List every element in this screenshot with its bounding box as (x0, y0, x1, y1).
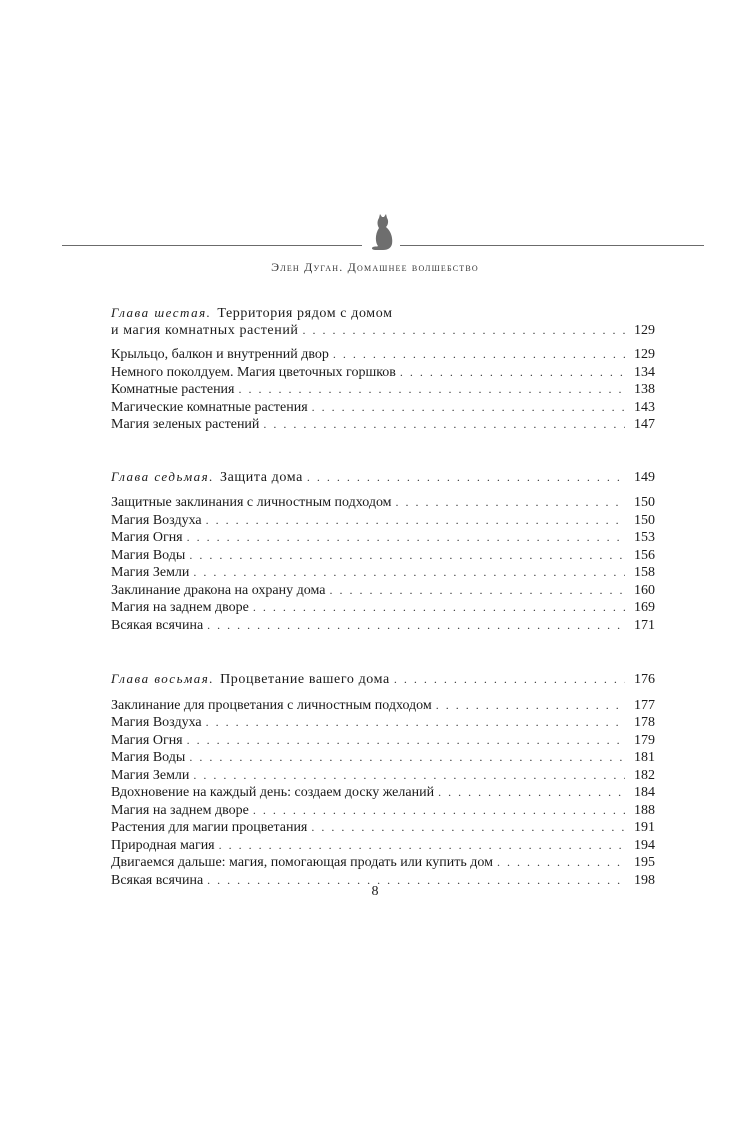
entry-title: Немного поколдуем. Магия цветочных горшков (111, 364, 396, 380)
dot-leader (312, 399, 625, 417)
entry-title: Магия Огня (111, 530, 183, 545)
dot-leader (394, 671, 625, 689)
entry-title: Растения для магии процветания (111, 820, 308, 835)
chapter-title-continued: и магия комнатных растений (111, 322, 299, 338)
dot-leader (311, 819, 625, 837)
dot-leader (253, 599, 625, 617)
dot-leader (497, 854, 625, 872)
table-of-contents (111, 304, 655, 923)
toc-entry[interactable] (111, 837, 655, 855)
page-number: 138 (634, 382, 655, 397)
page-number: 176 (634, 672, 655, 687)
toc-entry[interactable] (111, 512, 655, 530)
dot-leader (303, 322, 625, 340)
dot-leader (436, 697, 625, 715)
page-number: 150 (634, 512, 655, 528)
chapter-label: Глава шестая. (111, 305, 212, 320)
chapter-title: Процветание вашего дома (220, 672, 390, 687)
toc-entry[interactable] (111, 494, 655, 512)
dot-leader (219, 837, 625, 855)
chapter-title-row[interactable] (111, 322, 655, 340)
entry-title: Магия зеленых растений (111, 417, 260, 432)
dot-leader (253, 802, 625, 820)
chapter-heading (111, 468, 655, 486)
toc-entry[interactable] (111, 784, 655, 802)
entry-title: Магия на заднем дворе (111, 600, 249, 615)
page-number: 134 (634, 364, 655, 380)
toc-entry[interactable] (111, 529, 655, 547)
toc-entry[interactable] (111, 802, 655, 820)
dot-leader (333, 346, 625, 364)
page-number: 179 (634, 732, 655, 748)
page-number: 178 (634, 715, 655, 730)
page-number: 147 (634, 417, 655, 432)
page-number: 156 (634, 547, 655, 563)
dot-leader (193, 564, 625, 582)
dot-leader (207, 617, 625, 635)
entry-title: Магия на заднем дворе (111, 802, 249, 818)
entry-title: Магия Воды (111, 547, 186, 563)
dot-leader (206, 714, 625, 732)
entry-title: Магические комнатные растения (111, 399, 308, 415)
entry-title: Магия Воздуха (111, 512, 202, 528)
chapter-title-row[interactable] (111, 670, 655, 688)
toc-entry[interactable] (111, 732, 655, 750)
page-number: 158 (634, 565, 655, 580)
page-number: 198 (634, 872, 655, 888)
toc-entry[interactable] (111, 819, 655, 837)
toc-entry[interactable] (111, 599, 655, 617)
entry-title: Магия Земли (111, 767, 190, 783)
dot-leader (189, 749, 625, 767)
running-head: Элен Дуган. Домашнее волшебство (271, 260, 479, 274)
dot-leader (400, 364, 625, 382)
toc-entry[interactable] (111, 767, 655, 785)
entry-title: Заклинание для процветания с личностным подходом (111, 697, 432, 713)
entry-title: Магия Воды (111, 750, 186, 765)
dot-leader (396, 494, 625, 512)
toc-entry[interactable] (111, 381, 655, 399)
page-number: 149 (634, 469, 655, 485)
page-number: 194 (634, 837, 655, 853)
entry-title: Вдохновение на каждый день: создаем доску желаний (111, 785, 435, 800)
chapter-title-row[interactable] (111, 468, 655, 486)
dot-leader (239, 381, 626, 399)
entry-title: Природная магия (111, 837, 215, 853)
page-number: 129 (634, 347, 655, 362)
chapter-label: Глава седьмая. (111, 468, 214, 484)
toc-entry[interactable] (111, 346, 655, 364)
page-number-footer: 8 (371, 884, 379, 899)
toc-entry[interactable] (111, 547, 655, 565)
toc-entry[interactable] (111, 416, 655, 434)
toc-entry[interactable] (111, 714, 655, 732)
page-number: 177 (634, 697, 655, 713)
page-number: 184 (634, 785, 655, 800)
dot-leader (193, 767, 625, 785)
chapter-label: Глава восьмая. (111, 671, 215, 686)
page-number: 188 (634, 802, 655, 818)
chapter-seven (111, 468, 655, 635)
entry-title: Комнатные растения (111, 382, 235, 397)
page-number: 153 (634, 530, 655, 545)
page-number: 160 (634, 582, 655, 598)
page-number: 150 (634, 495, 655, 510)
dot-leader (206, 512, 625, 530)
entry-title: Защитные заклинания с личностным подходом (111, 495, 392, 510)
chapter-title: Защита дома (219, 469, 303, 485)
page-number: 171 (634, 617, 655, 633)
page-header-ornament (62, 212, 704, 252)
toc-entry[interactable] (111, 617, 655, 635)
entry-title: Магия Воздуха (111, 715, 202, 730)
entry-title: Крыльцо, балкон и внутренний двор (111, 347, 329, 362)
page-number: 195 (634, 855, 655, 870)
entry-title: Всякая всячина (111, 872, 204, 888)
chapter-heading (111, 670, 655, 688)
entry-title: Магия Земли (111, 565, 190, 580)
toc-entry[interactable] (111, 854, 655, 872)
toc-entry[interactable] (111, 364, 655, 382)
toc-entry[interactable] (111, 749, 655, 767)
page-number: 182 (634, 767, 655, 783)
toc-entry[interactable] (111, 582, 655, 600)
toc-entry[interactable] (111, 697, 655, 715)
dot-leader (263, 416, 625, 434)
chapter-heading (111, 304, 655, 339)
entry-title: Двигаемся дальше: магия, помогающая продать или купить дом (111, 855, 493, 870)
chapter-eight (111, 670, 655, 889)
header-rule-left (62, 245, 362, 246)
cat-silhouette-icon (366, 212, 398, 252)
header-rule-right (400, 245, 704, 246)
page-number: 143 (634, 399, 655, 415)
dot-leader (329, 582, 625, 600)
entry-title: Заклинание дракона на охрану дома (111, 582, 326, 598)
entry-title: Магия Огня (111, 732, 183, 748)
toc-entry[interactable] (111, 399, 655, 417)
dot-leader (187, 732, 625, 750)
dot-leader (189, 547, 625, 565)
page-number: 129 (634, 322, 655, 338)
toc-entry[interactable] (111, 564, 655, 582)
dot-leader (438, 784, 625, 802)
page-number: 191 (634, 820, 655, 835)
chapter-six (111, 304, 655, 434)
page-number: 181 (634, 750, 655, 765)
entry-title: Всякая всячина (111, 617, 204, 633)
page-number: 169 (634, 600, 655, 615)
dot-leader (307, 469, 625, 487)
chapter-title: Территория рядом с домом (217, 306, 393, 321)
dot-leader (187, 529, 625, 547)
